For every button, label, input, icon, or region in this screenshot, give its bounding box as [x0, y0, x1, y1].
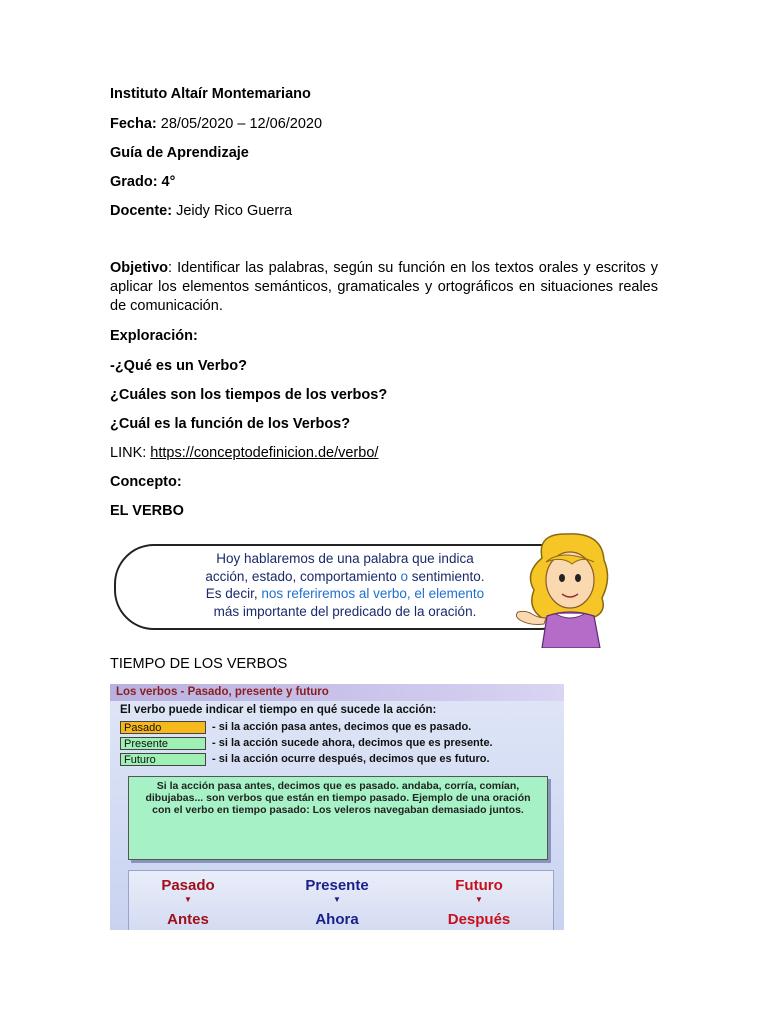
panel-title: Los verbos - Pasado, presente y futuro [110, 684, 564, 701]
bubble-line-2b: o [400, 568, 409, 584]
tense-desc-present: - si la acción sucede ahora, decimos que es presente. [212, 737, 493, 749]
bubble-line-3b: nos referiremos al verbo, el elemento [261, 586, 485, 601]
girl-character-icon [512, 528, 622, 648]
panel-intro: El verbo puede indicar el tiempo en qué sucede la acción: [120, 704, 437, 716]
objective-text: : Identificar las palabras, según su función en los textos orales y escritos y aplicar los elementos semánticos, gramaticales y ortográficos en situaciones reales de comunicación. [110, 260, 658, 314]
question-3: ¿Cuál es la función de los Verbos? [110, 416, 351, 432]
bubble-text [112, 550, 578, 620]
verb-heading: EL VERBO [110, 503, 184, 519]
guide-title: Guía de Aprendizaje [110, 145, 249, 161]
down-arrow-icon: ▼ [333, 895, 341, 904]
question-2: ¿Cuáles son los tiempos de los verbos? [110, 387, 388, 403]
date-line [110, 116, 322, 132]
tense-box-past: Pasado [120, 721, 206, 734]
question-1: -¿Qué es un Verbo? [110, 358, 247, 374]
timeline-past-name: Pasado [161, 877, 215, 894]
objective-label: Objetivo [110, 260, 169, 276]
timeline-future [414, 877, 544, 929]
concept-title: Concepto: [110, 474, 182, 490]
tense-box-present: Presente [120, 737, 206, 750]
bubble-line-4: más importante del predicado de la oración. [213, 603, 477, 619]
tense-desc-past: - si la acción pasa antes, decimos que es pasado. [212, 721, 472, 733]
timeline-past [123, 877, 253, 929]
teacher-name: Jeidy Rico Guerra [176, 203, 293, 219]
example-box: Si la acción pasa antes, decimos que es pasado. andaba, corría, comían, dibujabas... son verbos que están en tiempo pasado. Ejemplo de una oración con el verbo en tiempo pasado: Los veleros navegaban demasiado juntos. [128, 776, 548, 860]
timeline-future-name: Futuro [455, 877, 503, 894]
teacher-label: Docente: [110, 203, 173, 219]
bubble-line-2 [112, 568, 578, 586]
link-label: LINK: [110, 445, 147, 461]
exploration-title: Exploración: [110, 328, 198, 344]
timeline-future-word: Después [447, 911, 511, 928]
down-arrow-icon: ▼ [184, 895, 192, 904]
grade: Grado: 4° [110, 174, 176, 190]
institution-name: Instituto Altaír Montemariano [110, 86, 311, 102]
objective-paragraph [110, 259, 658, 316]
timeline-present-name: Presente [305, 877, 369, 894]
tense-desc-future: - si la acción ocurre después, decimos que es futuro. [212, 753, 490, 765]
bubble-line-1: Hoy hablaremos de una palabra que indica [216, 551, 474, 566]
down-arrow-icon: ▼ [475, 895, 483, 904]
date-label: Fecha: [110, 116, 157, 132]
teacher-line [110, 203, 292, 219]
bubble-line-2c: sentimiento. [408, 568, 485, 584]
tense-timeline [128, 870, 554, 930]
timeline-present-word: Ahora [315, 911, 359, 928]
verbo-link[interactable]: https://conceptodefinicion.de/verbo/ [150, 445, 379, 461]
bubble-line-2a: acción, estado, comportamiento [205, 568, 401, 584]
speech-bubble-illustration [112, 540, 622, 648]
tenses-heading: TIEMPO DE LOS VERBOS [110, 656, 288, 672]
date-value: 28/05/2020 – 12/06/2020 [160, 116, 323, 132]
tense-box-future: Futuro [120, 753, 206, 766]
bubble-line-3 [112, 585, 578, 603]
bubble-line-3a: Es decir, [205, 586, 262, 601]
timeline-present [272, 877, 402, 929]
timeline-past-word: Antes [167, 911, 209, 928]
verb-tenses-panel [110, 684, 564, 930]
link-line [110, 445, 378, 461]
